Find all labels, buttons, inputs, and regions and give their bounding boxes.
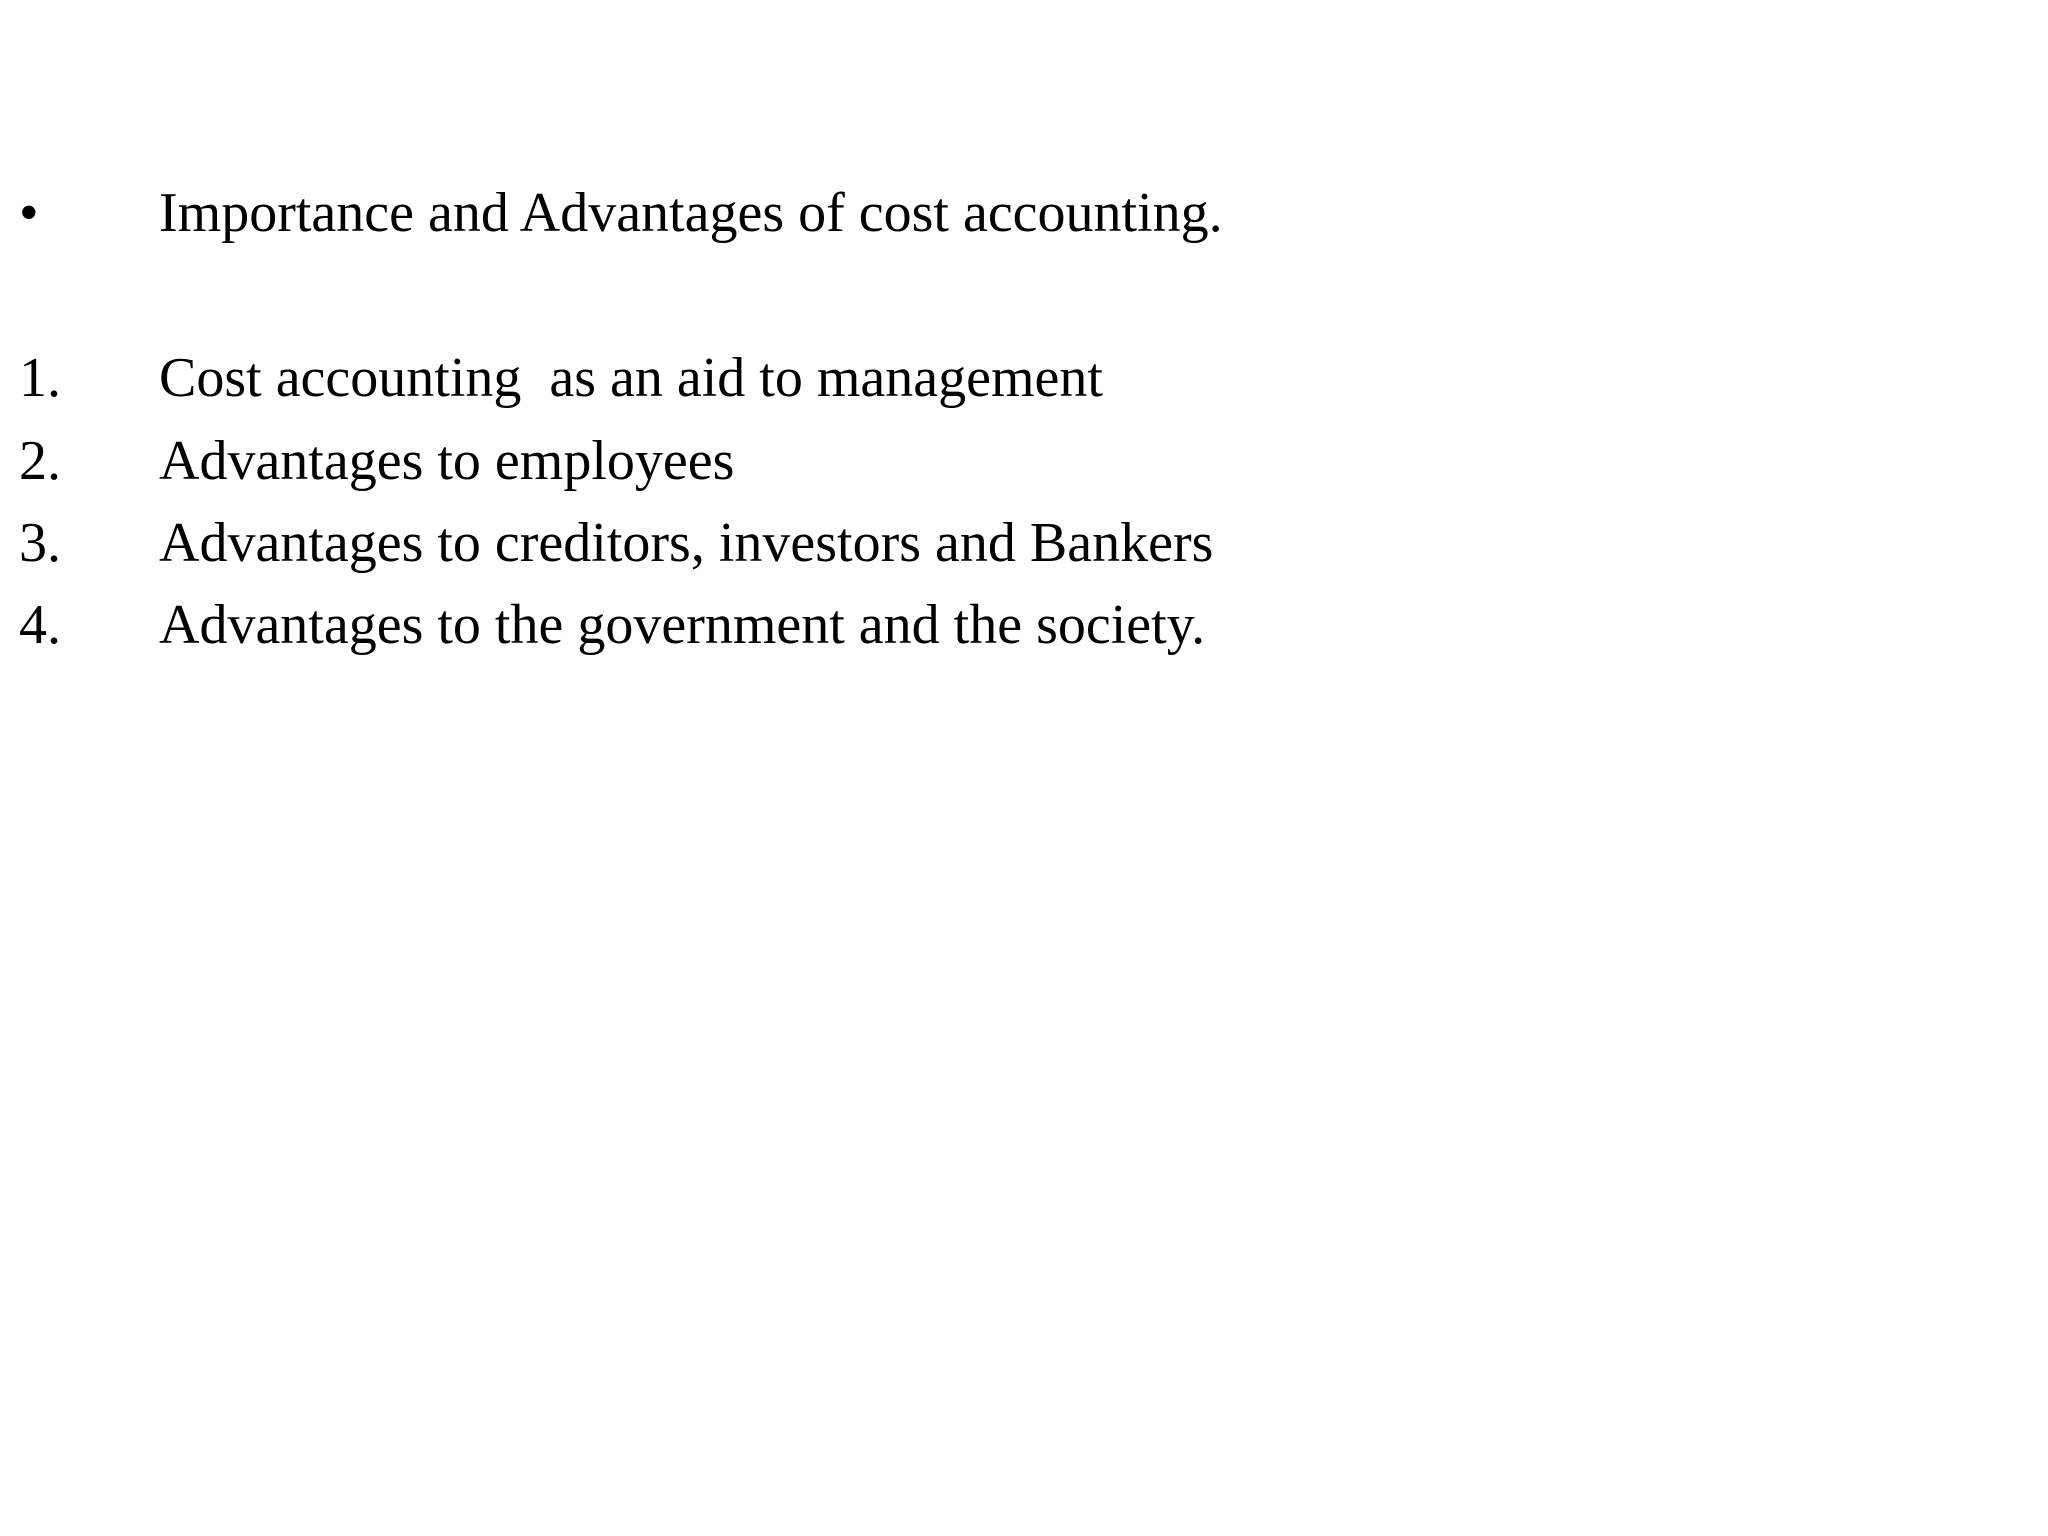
bullet-marker: • xyxy=(19,182,39,244)
list-item-number: 2. xyxy=(19,430,61,492)
list-item-number: 4. xyxy=(19,594,61,656)
list-item-text: Advantages to employees xyxy=(159,430,735,492)
bullet-heading-text: Importance and Advantages of cost accounting. xyxy=(159,182,1223,244)
list-item-text: Advantages to creditors, investors and Bankers xyxy=(159,512,1214,574)
list-item-number: 3. xyxy=(19,512,61,574)
list-item-text: Advantages to the government and the society. xyxy=(159,594,1206,656)
list-item xyxy=(0,426,2048,496)
bullet-heading-row xyxy=(0,178,2048,248)
list-item xyxy=(0,508,2048,578)
list-item xyxy=(0,343,2048,413)
list-item xyxy=(0,590,2048,660)
list-item-number: 1. xyxy=(19,347,61,409)
list-item-text: Cost accounting as an aid to management xyxy=(159,347,1103,409)
